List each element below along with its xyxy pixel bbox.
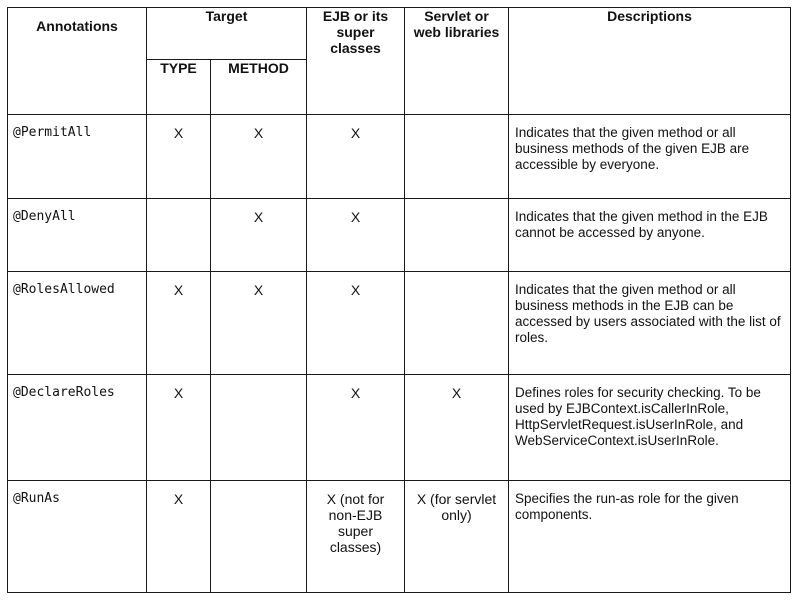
description: Defines roles for security checking. To be used by EJBContext.isCallerInRole, HttpServletRequest.isUserInRole, and WebServiceContext.isUserInRole. — [509, 375, 791, 481]
table-row — [8, 115, 791, 199]
description: Indicates that the given method in the EJB cannot be accessed by anyone. — [509, 199, 791, 272]
target-type-mark: X — [147, 272, 211, 375]
ejb-mark: X (not for non-EJB super classes) — [307, 481, 405, 593]
target-type-mark: X — [147, 375, 211, 481]
table-row — [8, 272, 791, 375]
header-descriptions: Descriptions — [509, 8, 791, 115]
ejb-mark: X — [307, 375, 405, 481]
ejb-mark: X — [307, 115, 405, 199]
servlet-mark — [405, 272, 509, 375]
servlet-mark — [405, 199, 509, 272]
target-type-mark — [147, 199, 211, 272]
annotation-name: @DenyAll — [8, 199, 147, 272]
ejb-mark: X — [307, 272, 405, 375]
ejb-mark: X — [307, 199, 405, 272]
security-annotations-table — [7, 7, 791, 593]
description: Indicates that the given method or all business methods in the EJB can be accessed by users associated with the list of roles. — [509, 272, 791, 375]
target-type-mark: X — [147, 115, 211, 199]
table-row — [8, 199, 791, 272]
target-method-mark — [211, 481, 307, 593]
header-target-type: TYPE — [147, 60, 211, 115]
servlet-mark — [405, 115, 509, 199]
table-row — [8, 481, 791, 593]
header-servlet: Servlet or web libraries — [405, 8, 509, 115]
target-method-mark: X — [211, 272, 307, 375]
table-row — [8, 375, 791, 481]
servlet-mark: X — [405, 375, 509, 481]
description: Indicates that the given method or all business methods of the given EJB are accessible by everyone. — [509, 115, 791, 199]
header-ejb: EJB or its super classes — [307, 8, 405, 115]
target-method-mark — [211, 375, 307, 481]
target-method-mark: X — [211, 115, 307, 199]
target-method-mark: X — [211, 199, 307, 272]
annotation-name: @RunAs — [8, 481, 147, 593]
annotation-name: @DeclareRoles — [8, 375, 147, 481]
annotation-name: @PermitAll — [8, 115, 147, 199]
header-annotations: Annotations — [8, 8, 147, 115]
description: Specifies the run-as role for the given components. — [509, 481, 791, 593]
header-target-method: METHOD — [211, 60, 307, 115]
header-target: Target — [147, 8, 307, 60]
target-type-mark: X — [147, 481, 211, 593]
annotation-name: @RolesAllowed — [8, 272, 147, 375]
servlet-mark: X (for servlet only) — [405, 481, 509, 593]
